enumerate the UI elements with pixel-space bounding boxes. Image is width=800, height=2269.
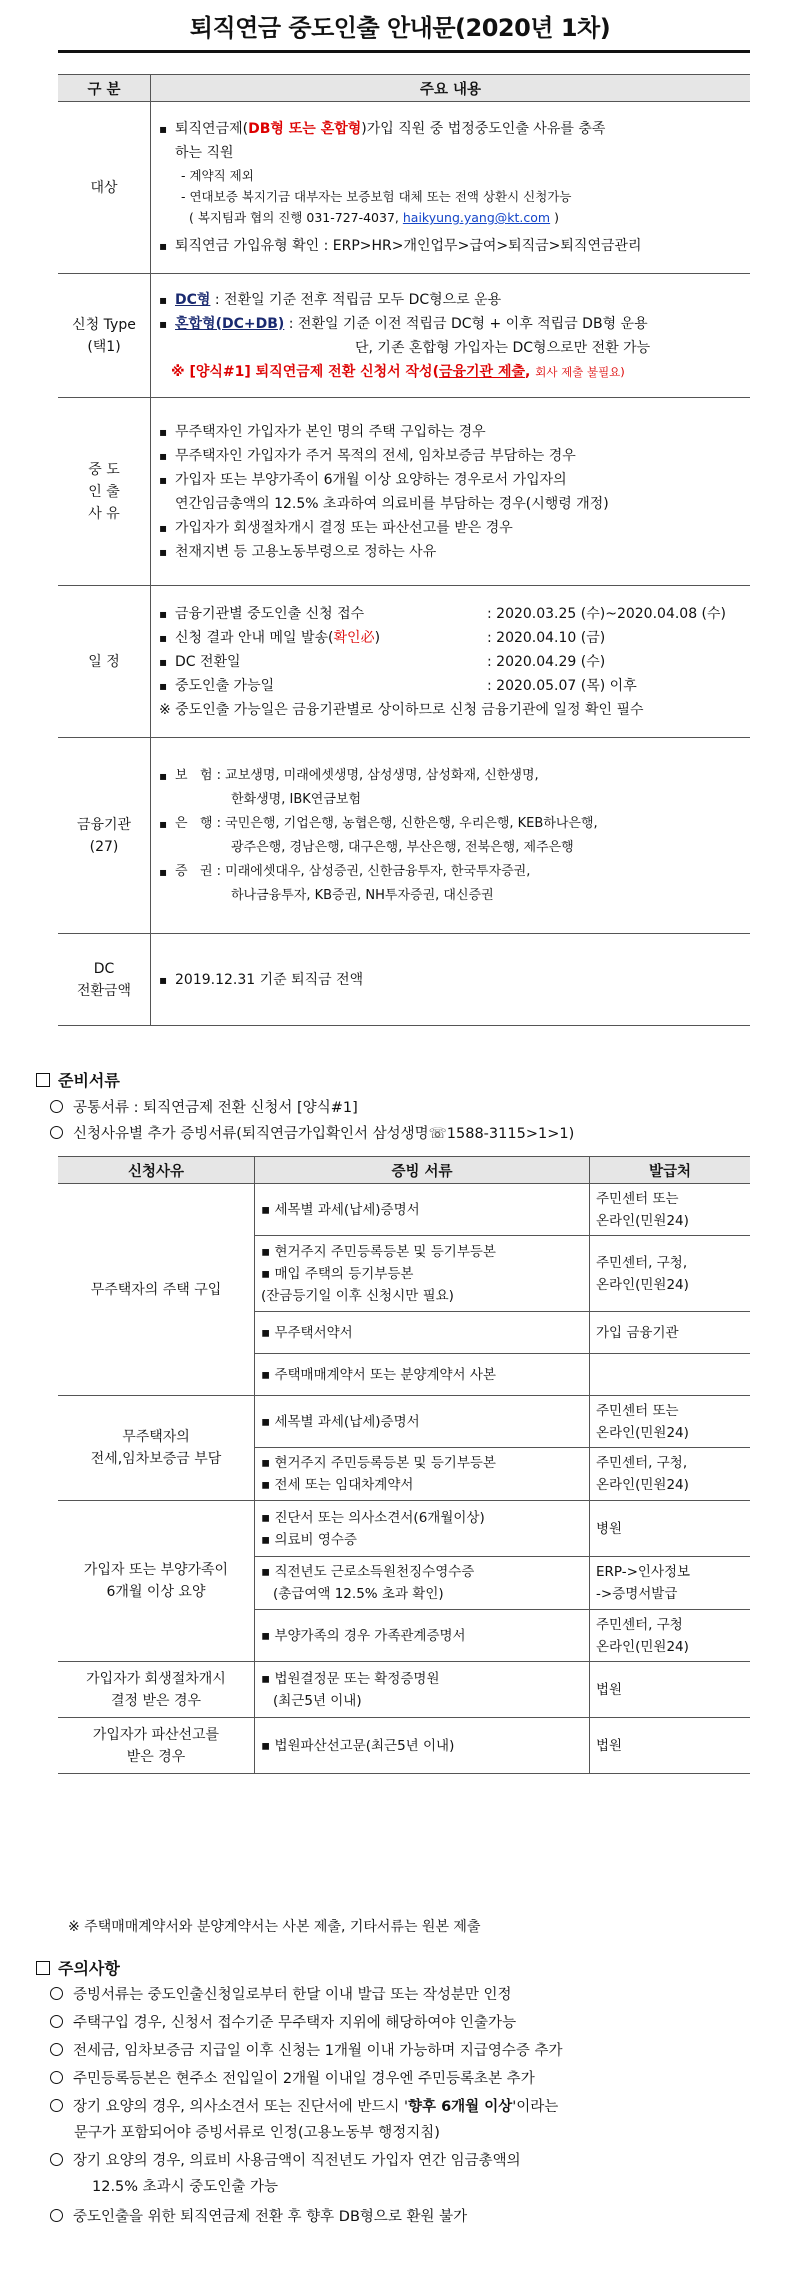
documents-header-reason: 신청사유 (58, 1157, 255, 1184)
amount-row (58, 934, 750, 1026)
documents-note: ※ 주택매매계약서와 분양계약서는 사본 제출, 기타서류는 원본 제출 (68, 1919, 481, 1935)
reason-cell: 가입자 또는 부양가족이 6개월 이상 요양 (58, 1501, 255, 1662)
caution-item: 장기 요양의 경우, 의료비 사용금액이 직전년도 가입자 연간 임금총액의 (50, 2151, 521, 2171)
circle-bullet-icon (50, 2015, 63, 2028)
circle-bullet-icon (50, 2153, 63, 2166)
overview-header-row (58, 75, 750, 102)
caution-item-cont: 문구가 포함되어야 증빙서류로 인정(고용노동부 행정지침) (74, 2125, 440, 2141)
target-sub-1: - 계약직 제외 (181, 168, 254, 183)
amount-text: ▪ 2019.12.31 기준 퇴직금 전액 (159, 968, 742, 992)
page-title: 퇴직연금 중도인출 안내문(2020년 1차) (189, 14, 611, 42)
prep-heading: 준비서류 (36, 1068, 120, 1091)
caution-item: 증빙서류는 중도인출신청일로부터 한달 이내 발급 또는 작성분만 인정 (50, 1985, 511, 2005)
table-row: ▪ 현거주지 주민등록등본 및 등기부등본 ▪ 매입 주택의 등기부등본 (잔금등기일 이후 신청시만 필요) 주민센터, 구청, 온라인(민원24) (58, 1236, 750, 1312)
target-line-1b: 하는 직원 (175, 145, 234, 161)
circle-bullet-icon (50, 1126, 63, 1139)
reason-cell: 가입자가 파산선고를 받은 경우 (58, 1718, 255, 1774)
caution-item: 중도인출을 위한 퇴직연금제 전환 후 향후 DB형으로 환원 불가 (50, 2207, 467, 2227)
target-sub-2: - 연대보증 복지기금 대부자는 보증보험 대체 또는 전액 상환시 신청가능 (181, 189, 572, 204)
schedule-item: ▪ 중도인출 가능일 : 2020.05.07 (목) 이후 (159, 674, 742, 698)
caution-item-cont: 12.5% 초과시 중도인출 가능 (92, 2179, 278, 2195)
reason-item: ▪ 가입자 또는 부양가족이 6개월 이상 요양하는 경우로서 가입자의 (159, 468, 742, 492)
type-note: ※ [양식#1] 퇴직연금제 전환 신청서 작성(금융기관 제출, 회사 제출 불필요) (171, 363, 625, 380)
circle-bullet-icon (50, 2071, 63, 2084)
checkbox-square-icon (36, 1961, 50, 1975)
table-row: 가입자가 회생절차개시 결정 받은 경우 ▪ 법원결정문 또는 확정증명원 (최근5년 이내) 법원 (58, 1662, 750, 1718)
institutions-bank: ▪ 은 행 : 국민은행, 기업은행, 농협은행, 신한은행, 우리은행, KEB하나은행, (159, 812, 742, 836)
institutions-securities: ▪ 증 권 : 미래에셋대우, 삼성증권, 신한금융투자, 한국투자증권, (159, 860, 742, 884)
institutions-label-2: (27) (89, 838, 119, 855)
circle-bullet-icon (50, 2043, 63, 2056)
schedule-note: ※ 중도인출 가능일은 금융기관별로 상이하므로 신청 금융기관에 일정 확인 필수 (159, 701, 644, 718)
target-line-2: ▪ 퇴직연금 가입유형 확인 : ERP>HR>개인업무>급여>퇴직금>퇴직연금관리 (159, 234, 742, 258)
table-row: ▪ 현거주지 주민등록등본 및 등기부등본 ▪ 전세 또는 임대차계약서 주민센터, 구청, 온라인(민원24) (58, 1448, 750, 1501)
reason-item: ▪ 가입자가 회생절차개시 결정 또는 파산선고를 받은 경우 (159, 516, 742, 540)
table-row: 가입자가 파산선고를 받은 경우 ▪ 법원파산선고문(최근5년 이내) 법원 (58, 1718, 750, 1774)
schedule-item: ▪ 금융기관별 중도인출 신청 접수 : 2020.03.25 (수)~2020.04.08 (수) (159, 602, 742, 626)
checkbox-square-icon (36, 1073, 50, 1087)
reasons-label-2: 인 출 (88, 483, 120, 500)
table-row: 무주택자의 주택 구입 ▪ 세목별 과세(납세)증명서 주민센터 또는 온라인(민원24) (58, 1184, 750, 1236)
amount-label-2: 전환금액 (76, 982, 132, 999)
circle-bullet-icon (50, 1100, 63, 1113)
type-mix: ▪ 혼합형(DC+DB) : 전환일 기준 이전 적립금 DC형 + 이후 적립금 DB형 운용 (159, 312, 742, 336)
type-mix-line-2: 단, 기존 혼합형 가입자는 DC형으로만 전환 가능 (355, 339, 651, 356)
table-row: ▪ 무주택서약서 가입 금융기관 (58, 1312, 750, 1354)
table-row: ▪ 주택매매계약서 또는 분양계약서 사본 (58, 1354, 750, 1396)
overview-table (58, 74, 750, 1026)
title-divider (58, 50, 750, 53)
type-row (58, 274, 750, 398)
schedule-row (58, 586, 750, 738)
caution-item: 주택구입 경우, 신청서 접수기준 무주택자 지위에 해당하여야 인출가능 (50, 2013, 516, 2033)
circle-bullet-icon (50, 2099, 63, 2112)
reasons-row (58, 398, 750, 586)
table-row: 무주택자의 전세,임차보증금 부담 ▪ 세목별 과세(납세)증명서 주민센터 또는 온라인(민원24) (58, 1396, 750, 1448)
table-row: ▪ 부양가족의 경우 가족관계증명서 주민센터, 구청 온라인(민원24) (58, 1610, 750, 1662)
reason-cell: 가입자가 회생절차개시 결정 받은 경우 (58, 1662, 255, 1718)
target-sub-3: ( 복지팀과 협의 진행 031-727-4037, haikyung.yang@kt.com ) (189, 210, 559, 225)
amount-label-1: DC (93, 960, 115, 977)
institutions-row: 금융기관 (27) ▪ 보 험 : 교보생명, 미래에셋생명, 삼성생명, 삼성화재, 신한생명, 한화생명, IBK연금보험 ▪ 은 행 : 국민은행, 기업은행, 농협은행, 신한은행, 우리은행, KEB하나은행, 광주은행, 경남은행, 대구은행, 부산은행, 전북은행, 제주은행 ▪ 증 권 : 미래에셋대우, 삼성증권, 신한금융투자, 한국투자증권, 하나금융투자, KB증권, NH투자증권, 대신증권 (58, 738, 750, 934)
prep-extra: 신청사유별 추가 증빙서류(퇴직연금가입확인서 삼성생명☏1588-3115>1>1) (50, 1124, 574, 1144)
reason-item: ▪ 무주택자인 가입자가 본인 명의 주택 구입하는 경우 (159, 420, 742, 444)
target-line-1: ▪ 퇴직연금제(DB형 또는 혼합형)가입 직원 중 법정중도인출 사유를 충족 (159, 117, 742, 141)
institutions-insurance: ▪ 보 험 : 교보생명, 미래에셋생명, 삼성생명, 삼성화재, 신한생명, (159, 764, 742, 788)
target-row (58, 102, 750, 274)
schedule-item: ▪ 신청 결과 안내 메일 발송(확인必) : 2020.04.10 (금) (159, 626, 742, 650)
reason-item: ▪ 천재지변 등 고용노동부령으로 정하는 사유 (159, 540, 742, 564)
institutions-label-1: 금융기관 (76, 816, 132, 833)
caution-heading: 주의사항 (36, 1956, 120, 1979)
type-dc: ▪ DC형 : 전환일 기준 전후 적립금 모두 DC형으로 운용 (159, 288, 742, 312)
reason-item: ▪ 무주택자인 가입자가 주거 목적의 전세, 임차보증금 부담하는 경우 (159, 444, 742, 468)
table-row: ▪ 직전년도 근로소득원천징수영수증 (총급여액 12.5% 초과 확인) ERP->인사정보 ->증명서발급 (58, 1557, 750, 1610)
reasons-label-1: 중 도 (88, 461, 120, 478)
prep-common: 공통서류 : 퇴직연금제 전환 신청서 [양식#1] (50, 1098, 358, 1118)
reasons-label-3: 사 유 (88, 505, 120, 522)
circle-bullet-icon (50, 2209, 63, 2222)
caution-item: 주민등록등본은 현주소 전입일이 2개월 이내일 경우엔 주민등록초본 추가 (50, 2069, 535, 2089)
documents-header-row (58, 1157, 750, 1184)
table-row: 가입자 또는 부양가족이 6개월 이상 요양 ▪ 진단서 또는 의사소견서(6개월이상) ▪ 의료비 영수증 병원 (58, 1501, 750, 1557)
documents-header-issuer: 발급처 (590, 1157, 751, 1184)
caution-item: 전세금, 임차보증금 지급일 이후 신청는 1개월 이내 가능하며 지급영수증 추가 (50, 2041, 563, 2061)
type-label-2: (택1) (87, 338, 121, 355)
contact-email-link[interactable]: haikyung.yang@kt.com (402, 210, 551, 225)
documents-header-doc: 증빙 서류 (255, 1157, 590, 1184)
schedule-label: 일 정 (58, 586, 151, 738)
circle-bullet-icon (50, 1987, 63, 2000)
target-label: 대상 (58, 102, 151, 274)
overview-header-content: 주요 내용 (151, 75, 751, 102)
caution-item: 장기 요양의 경우, 의사소견서 또는 진단서에 반드시 '향후 6개월 이상'이라는 (50, 2097, 558, 2117)
reason-cell: 무주택자의 전세,임차보증금 부담 (58, 1396, 255, 1501)
schedule-item: ▪ DC 전환일 : 2020.04.29 (수) (159, 650, 742, 674)
type-label-1: 신청 Type (72, 316, 136, 333)
reason-cell: 무주택자의 주택 구입 (58, 1184, 255, 1396)
overview-header-category: 구 분 (58, 75, 151, 102)
reason-item-cont: 연간임금총액의 12.5% 초과하여 의료비를 부담하는 경우(시행령 개정) (175, 495, 609, 512)
documents-table (58, 1156, 750, 1774)
